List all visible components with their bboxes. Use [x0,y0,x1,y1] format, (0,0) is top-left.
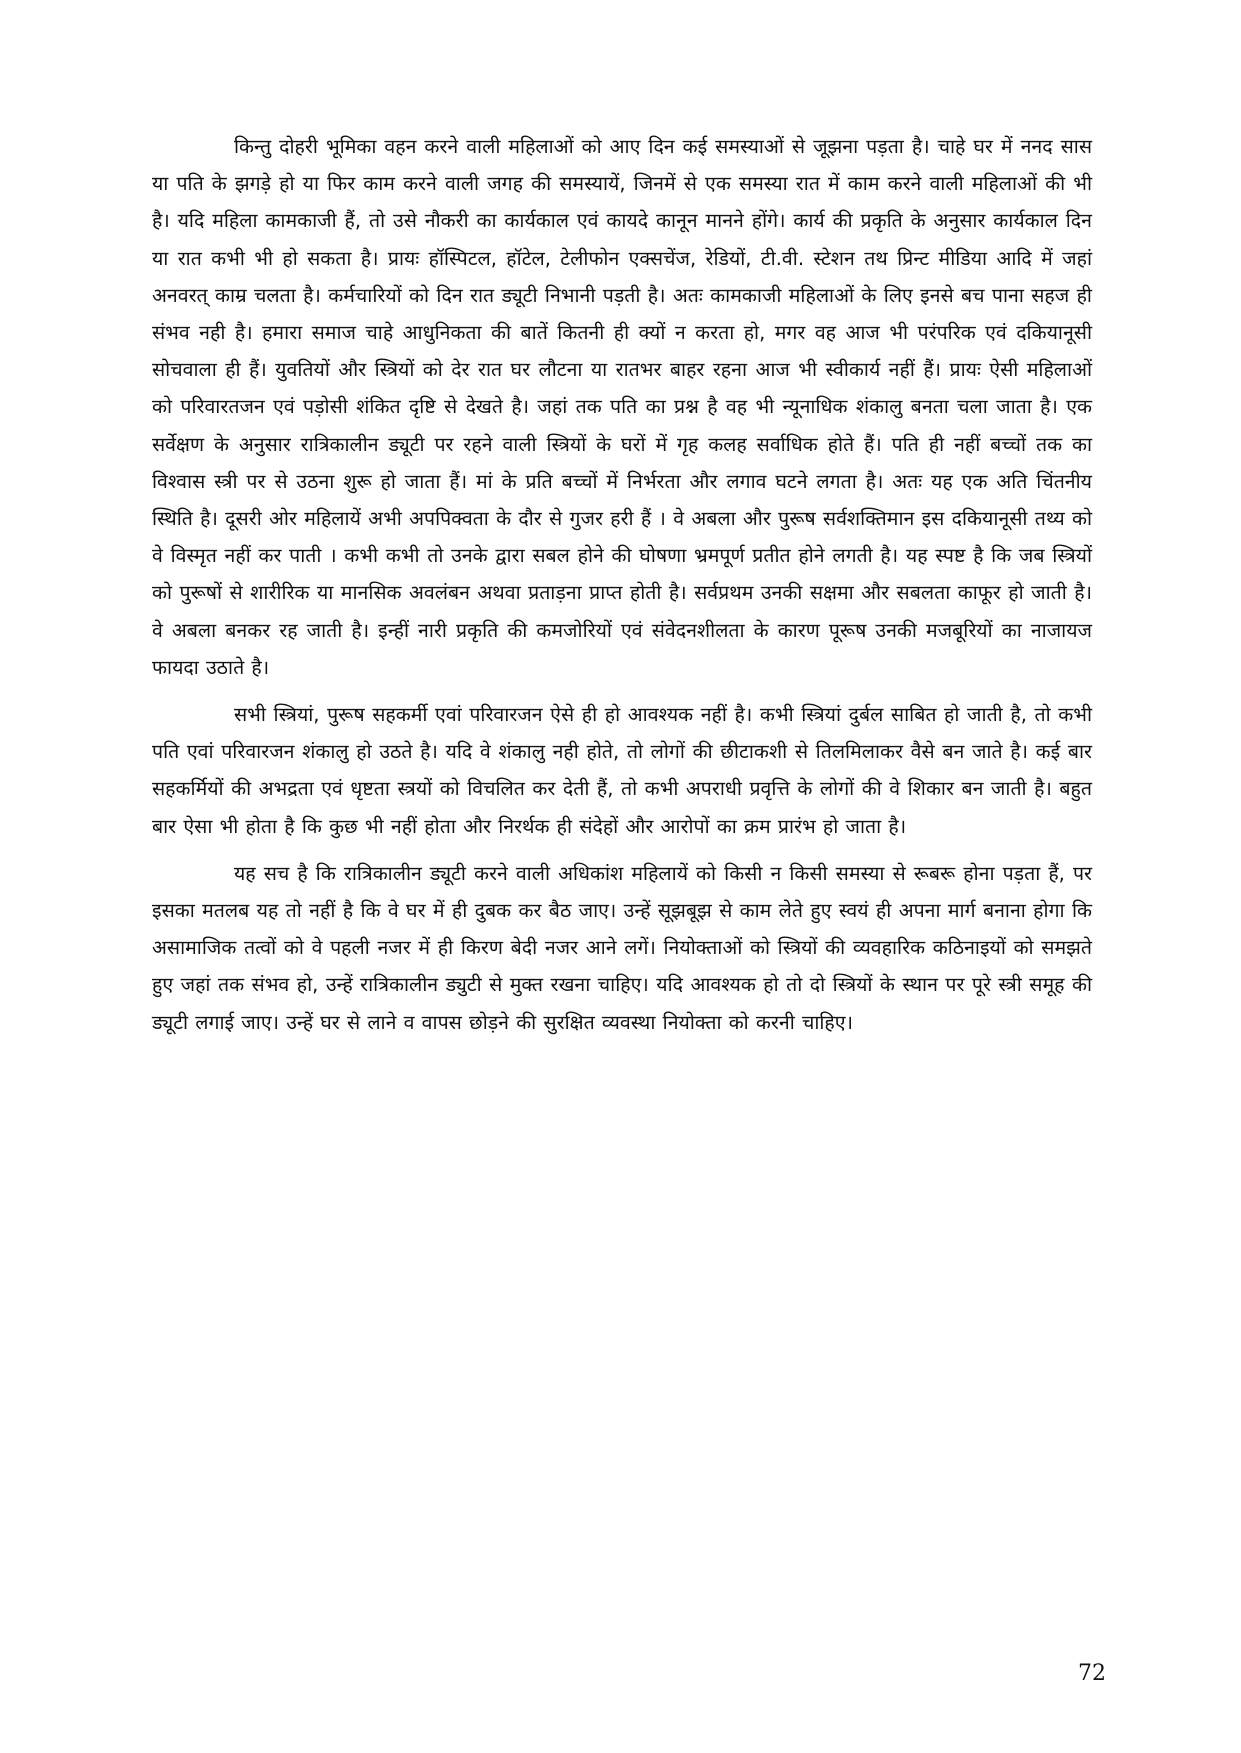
page-number: 72 [1078,1661,1106,1686]
paragraph-2: सभी स्त्रियां, पुरूष सहकर्मी एवां परिवारजन ऐसे ही हो आवश्यक नहीं है। कभी स्त्रियां दुर्बल साबित हो जाती है, तो कभी पति एवां परिवारजन शंकालु हो उठते है। यदि वे शंकालु नही होते, तो लोगों की छीटाकशी से तिलमिलाकर वैसे बन जाते है। कई बार सहकर्मियों की अभद्रता एवं धृष्टता स्त्रयों को विचलित कर देती हैं, तो कभी अपराधी प्रवृत्ति के लोगों की वे शिकार बन जाती है। बहुत बार ऐसा भी होता है कि कुछ भी नहीं होता और निरर्थक ही संदेहों और आरोपों का क्रम प्रारंभ हो जाता है। [152,703,1092,838]
paragraph-1: किन्तु दोहरी भूमिका वहन करने वाली महिलाओं को आए दिन कई समस्याओं से जूझना पड़ता है। चाहे घर में ननद सास या पति के झगड़े हो या फिर काम करने वाली जगह की समस्यायें, जिनमें से एक समस्या रात में काम करने वाली महिलाओं की भी है। यदि महिला कामकाजी हैं, तो उसे नौकरी का कार्यकाल एवं कायदे कानून मानने होंगे। कार्य की प्रकृति के अनुसार कार्यकाल दिन या रात कभी भी हो सकता है। प्रायः हॉस्पिटल, हॉटेल, टेलीफोन एक्सचेंज, रेडियों, टी.वी. स्टेशन तथ प्रिन्ट मीडिया आदि में जहां अनवरत् काम्र चलता है। कर्मचारियों को दिन रात ड्यूटी निभानी पड़ती है। अतः कामकाजी महिलाओं के लिए इनसे बच पाना सहज ही संभव नही है। हमारा समाज चाहे आधुनिकता की बातें कितनी ही क्यों न करता हो, मगर वह आज भी परंपरिक एवं दकियानूसी सोचवाला ही हैं। युवतियों और स्त्रियों को देर रात घर लौटना या रातभर बाहर रहना आज भी स्वीकार्य नहीं हैं। प्रायः ऐसी महिलाओं को परिवारतजन एवं पड़ोसी शंकित दृष्टि से देखते है। जहां तक पति का प्रश्न है वह भी न्यूनाधिक शंकालु बनता चला जाता है। एक सर्वेक्षण के अनुसार रात्रिकालीन ड्यूटी पर रहने वाली स्त्रियों के घरों में गृह कलह सर्वाधिक होते हैं। पति ही नहीं बच्चों तक का विश्वास स्त्री पर से उठना शुरू हो जाता हैं। मां के प्रति बच्चों में निर्भरता और लगाव घटने लगता है। अतः यह एक अति चिंतनीय स्थिति है। दूसरी ओर महिलायें अभी अपपिक्वता के दौर से गुजर हरी हैं । वे अबला और पुरूष सर्वशक्तिमान इस दकियानूसी तथ्य को वे विस्मृत नहीं कर पाती । कभी कभी तो उनके द्वारा सबल होने की घोषणा भ्रमपूर्ण प्रतीत होने लगती है। यह स्पष्ट है कि जब स्त्रियों को पुरूषों से शारीरिक या मानसिक अवलंबन अथवा प्रताड़ना प्राप्त होती है। सर्वप्रथम उनकी सक्षमा और सबलता काफूर हो जाती है। वे अबला बनकर रह जाती है। इन्हीं नारी प्रकृति की कमजोरियों एवं संवेदनशीलता के कारण पूरूष उनकी मजबूरियों का नाजायज फायदा उठाते है। [152,135,1092,679]
paragraph-3: यह सच है कि रात्रिकालीन ड्यूटी करने वाली अधिकांश महिलायें को किसी न किसी समस्या से रूबरू होना पड़ता हैं, पर इसका मतलब यह तो नहीं है कि वे घर में ही दुबक कर बैठ जाए। उन्हें सूझबूझ से काम लेते हुए स्वयं ही अपना मार्ग बनाना होगा कि असामाजिक तत्वों को वे पहली नजर में ही किरण बेदी नजर आने लगें। नियोक्ताओं को स्त्रियों की व्यवहारिक कठिनाइयों को समझते हुए जहां तक संभव हो, उन्हें रात्रिकालीन ड्युटी से मुक्त रखना चाहिए। यदि आवश्यक हो तो दो स्त्रियों के स्थान पर पूरे स्त्री समूह की ड्यूटी लगाई जाए। उन्हें घर से लाने व वापस छोड़ने की सुरक्षित व्यवस्था नियोक्ता को करनी चाहिए। [152,861,1092,1034]
body-text [152,128,1092,1041]
